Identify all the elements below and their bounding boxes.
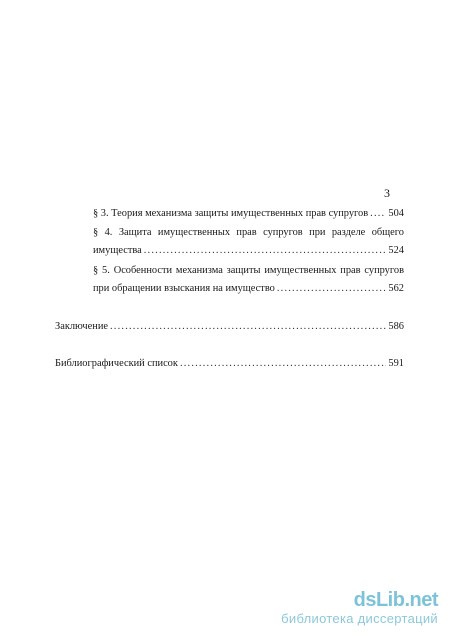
site-watermark <box>281 589 438 626</box>
toc-entry-label: при обращении взыскания на имущество <box>93 283 275 294</box>
toc-entry-section-5 <box>93 282 404 295</box>
toc-entry-bibliography <box>55 357 404 370</box>
toc-entry-label: § 3. Теория механизма защиты имущественных прав супругов <box>93 208 369 219</box>
watermark-logo: dsLib.net <box>353 589 438 611</box>
toc-entry-page: 504 <box>388 208 404 219</box>
page-number: 3 <box>384 186 390 200</box>
toc-entry-page: 524 <box>388 245 404 256</box>
toc-entry-conclusion <box>55 320 404 333</box>
toc-entry-label: Заключение <box>55 321 108 332</box>
watermark-subtitle: библиотека диссертаций <box>281 611 438 626</box>
toc-leader-dots <box>110 320 386 333</box>
toc-entry-label: Библиографический список <box>55 358 178 369</box>
toc-entry-page: 586 <box>388 321 404 332</box>
toc-entry-section-5-line1: § 5. Особенности механизма защиты имущественных прав супругов <box>93 265 404 276</box>
toc-leader-dots <box>144 244 387 257</box>
toc-entry-section-3 <box>93 207 404 220</box>
toc-leader-dots <box>277 282 387 295</box>
toc-leader-dots <box>180 357 386 370</box>
toc-entry-label: имущества <box>93 245 142 256</box>
toc-leader-dots <box>370 207 386 220</box>
toc-entry-section-4-line1: § 4. Защита имущественных прав супругов при разделе общего <box>93 227 404 238</box>
toc-entry-section-4 <box>93 244 404 257</box>
toc-entry-page: 591 <box>388 358 404 369</box>
toc-entry-page: 562 <box>388 283 404 294</box>
